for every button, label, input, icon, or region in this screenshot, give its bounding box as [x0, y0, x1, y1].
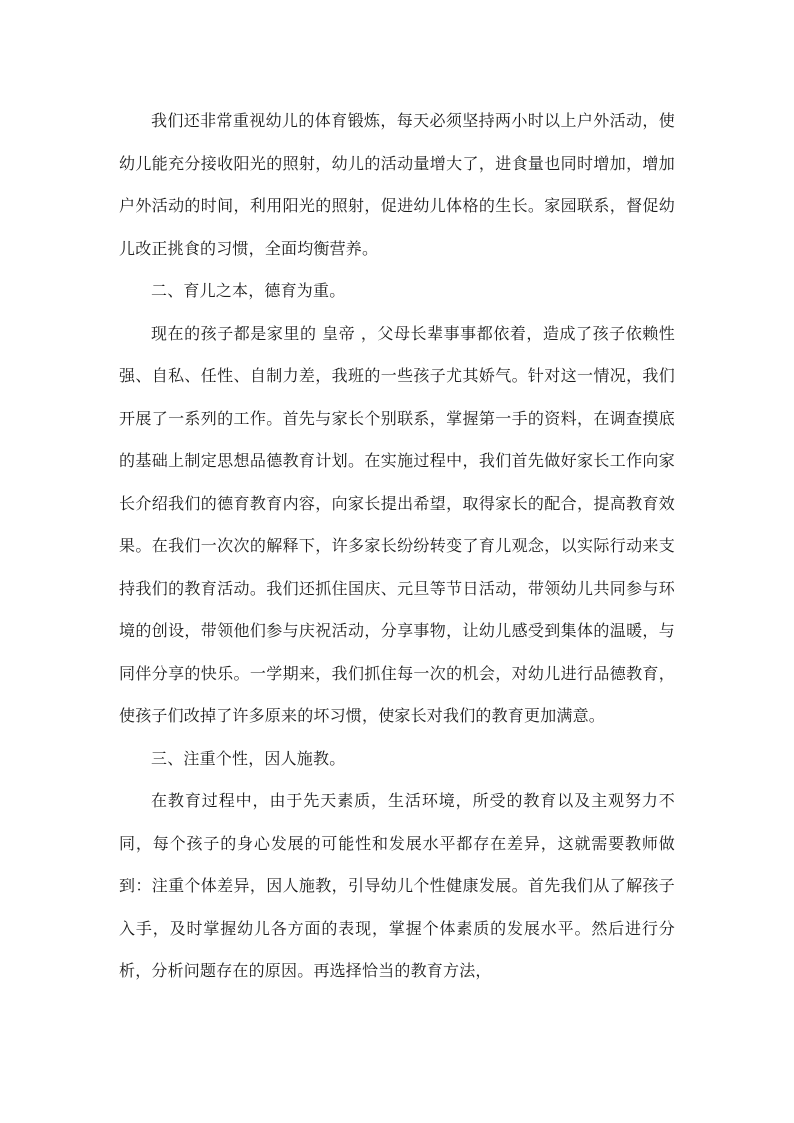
paragraph-physical-exercise: 我们还非常重视幼儿的体育锻炼，每天必须坚持两小时以上户外活动，使幼儿能充分接收阳光的照射，幼儿的活动量增大了，进食量也同时增加，增加户外活动的时间，利用阳光的照射，促进幼儿体格的生长。家园联系，督促幼儿改正挑食的习惯，全面均衡营养。: [119, 111, 675, 258]
section-heading-individuality: 三、注重个性，因人施教。: [151, 748, 346, 768]
section-heading-moral-education: 二、育儿之本，德育为重。: [151, 281, 346, 300]
paragraph-moral-education: 现在的孩子都是家里的 皇帝 ，父母长辈事事都依着，造成了孩子依赖性强、自私、任性、自制力差，我班的一些孩子尤其娇气。针对这一情况，我们开展了一系列的工作。首先与家长个别联系，掌握第一手的资料，在调查摸底的基础上制定思想品德教育计划。在实施过程中，我们首先做好家长工作向家长介绍我们的德育教育内容，向家长提出希望，取得家长的配合，提高教育效果。在我们一次次的解释下，许多家长纷纷转变了育儿观念，以实际行动来支持我们的教育活动。我们还抓住国庆、元旦等节日活动，带领幼儿共同参与环境的创设，带领他们参与庆祝活动，分享事物，让幼儿感受到集体的温暖，与同伴分享的快乐。一学期来，我们抓住每一次的机会，对幼儿进行品德教育，使孩子们改掉了许多原来的坏习惯，使家长对我们的教育更加满意。: [119, 323, 675, 725]
document-body: [119, 100, 675, 993]
paragraph-individuality: 在教育过程中，由于先天素质，生活环境，所受的教育以及主观努力不同，每个孩子的身心发展的可能性和发展水平都存在差异，这就需要教师做到：注重个体差异，因人施教，引导幼儿个性健康发展。首先我们从了解孩子入手，及时掌握幼儿各方面的表现，掌握个体素质的发展水平。然后进行分析，分析问题存在的原因。再选择恰当的教育方法，: [119, 791, 675, 980]
